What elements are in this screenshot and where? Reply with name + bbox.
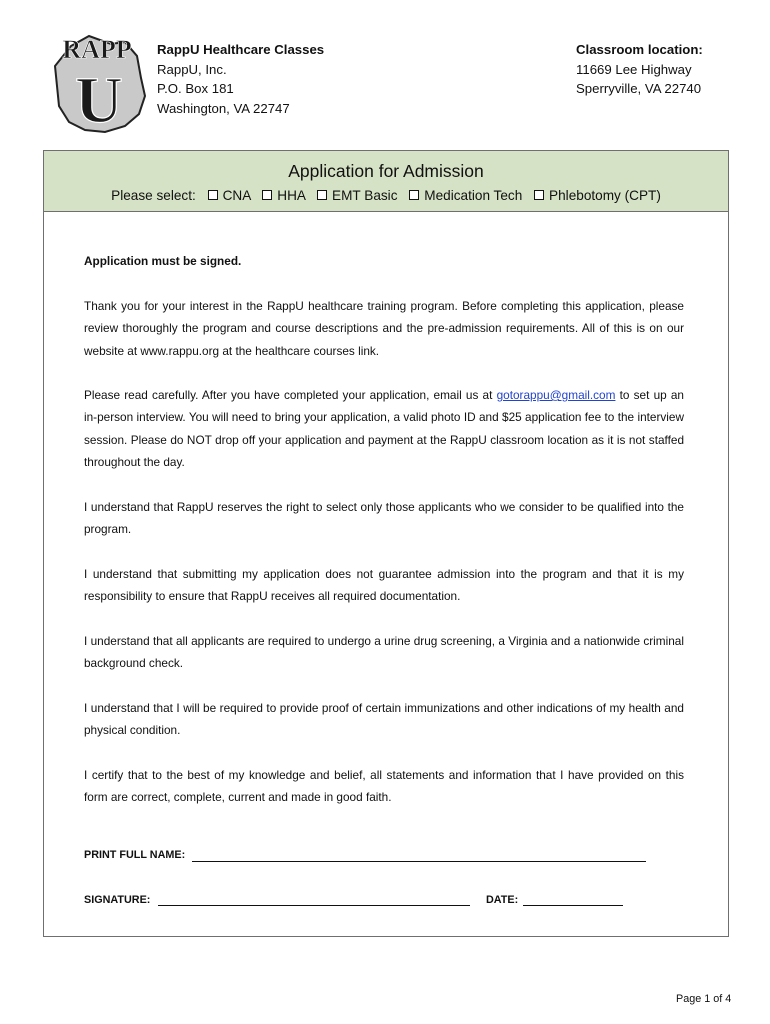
paragraph-intro: Thank you for your interest in the RappU healthcare training program. Before completing this application, please review thoroughly the program and course descriptions and the pre-admission requirements. All of this is on our website at www.rappu.org at the healthcare courses link. (84, 299, 684, 358)
paragraph-instructions-start: Please read carefully. After you have completed your application, email us at (84, 388, 497, 402)
option-hha[interactable] (262, 188, 305, 203)
option-medication-tech-label: Medication Tech (424, 188, 523, 203)
logo-u-letter: U (75, 64, 123, 136)
program-select (44, 188, 728, 204)
application-form (43, 150, 729, 937)
option-phlebotomy-label: Phlebotomy (CPT) (549, 188, 661, 203)
option-cna-label: CNA (222, 188, 251, 203)
page-number: Page 1 of 4 (676, 993, 732, 1005)
organization-address (157, 40, 324, 118)
option-cna[interactable] (208, 188, 251, 203)
option-hha-label: HHA (277, 188, 306, 203)
org-po-box: P.O. Box 181 (157, 81, 234, 96)
checkbox-medication-tech[interactable] (409, 190, 419, 200)
option-phlebotomy[interactable] (534, 188, 661, 203)
classroom-label: Classroom location: (576, 42, 703, 57)
paragraph-instructions (84, 384, 684, 473)
org-company: RappU, Inc. (157, 61, 227, 77)
checkbox-hha[interactable] (262, 190, 272, 200)
select-label: Please select: (111, 188, 196, 203)
email-link[interactable]: gotorappu@gmail.com (496, 388, 616, 402)
option-emt-basic[interactable] (317, 188, 397, 203)
signature-field[interactable] (158, 905, 470, 906)
date-label: DATE: (486, 894, 519, 906)
paragraph-immunizations: I understand that I will be required to provide proof of certain immunizations and other indications of my health and physical condition. (84, 701, 684, 738)
checkbox-cna[interactable] (208, 190, 218, 200)
classroom-street: 11669 Lee Highway (576, 61, 692, 77)
logo-rapp-text: RAPP (62, 35, 132, 64)
checkbox-phlebotomy[interactable] (534, 190, 544, 200)
paragraph-certification: I certify that to the best of my knowledge and belief, all statements and information that I have provided on this form are correct, complete, current and made in good faith. (84, 768, 684, 805)
full-name-field[interactable] (192, 861, 646, 862)
rappu-logo (45, 26, 149, 136)
signature-notice: Application must be signed. (84, 254, 242, 268)
paragraph-selection: I understand that RappU reserves the right to select only those applicants who we consider to be qualified into the program. (84, 500, 684, 537)
paragraph-instructions-end: to set up an in-person interview. You will need to bring your application, a valid photo ID and $25 application fee to the interview session. Please do NOT drop off your application and payment at the RappU classroom location as it is not staffed throughout the day. (84, 388, 684, 469)
org-city: Washington, VA 22747 (157, 100, 290, 116)
paragraph-no-guarantee: I understand that submitting my application does not guarantee admission into the program and that it is my responsibility to ensure that RappU receives all required documentation. (84, 567, 684, 604)
option-emt-basic-label: EMT Basic (332, 188, 398, 203)
classroom-city: Sperryville, VA 22740 (576, 81, 702, 96)
signature-label: SIGNATURE: (84, 894, 151, 906)
checkbox-emt-basic[interactable] (317, 190, 327, 200)
option-medication-tech[interactable] (409, 188, 522, 203)
date-field[interactable] (523, 905, 623, 906)
full-name-label: PRINT FULL NAME: (84, 849, 186, 861)
org-name: RappU Healthcare Classes (157, 42, 325, 57)
form-header (44, 151, 728, 212)
form-title: Application for Admission (288, 161, 484, 181)
paragraph-screening: I understand that all applicants are required to undergo a urine drug screening, a Virginia and a nationwide criminal background check. (84, 634, 684, 671)
classroom-address (576, 40, 703, 99)
